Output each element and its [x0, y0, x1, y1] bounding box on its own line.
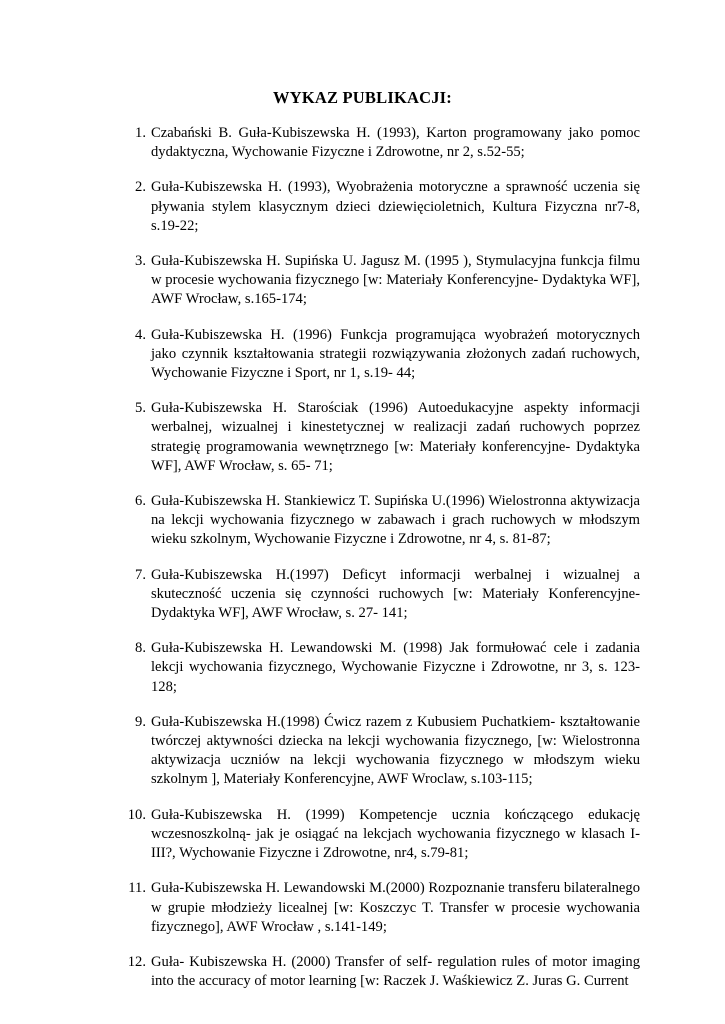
publication-number: 4.: [135, 326, 146, 343]
publication-item: [135, 326, 640, 384]
publication-item: [135, 399, 640, 476]
publication-number: 9.: [135, 713, 146, 730]
publication-number: 6.: [135, 493, 146, 510]
publication-number: 8.: [135, 640, 146, 657]
publication-text: Guła-Kubiszewska H. (1996) Funkcja programująca wyobrażeń motorycznych jako czynnik kształtowania strategii rozwiązywania złożonych zadań ruchowych, Wychowanie Fizyczne i Sport, nr 1, s.19- 44;: [151, 326, 640, 382]
publication-number: 5.: [135, 400, 146, 417]
publication-number: 2.: [135, 179, 146, 196]
publication-item: [135, 178, 640, 236]
publication-text: Guła-Kubiszewska H. Supińska U. Jagusz M. (1995 ), Stymulacyjna funkcja filmu w procesie wychowania fizycznego [w: Materiały Konferencyjne- Dydaktyka WF], AWF Wrocław, s.165-174;: [151, 253, 640, 308]
publication-item: [135, 492, 640, 550]
publication-text: Guła-Kubiszewska H. (1993), Wyobrażenia motoryczne a sprawność uczenia się pływania stylem klasycznym dzieci dziewięcioletnich, Kultura Fizyczna nr7-8, s.19-22;: [151, 179, 640, 234]
publication-text: Guła-Kubiszewska H. Lewandowski M. (1998) Jak formułować cele i zadania lekcji wychowania fizycznego, Wychowanie Fizyczne i Zdrowotne, nr 3, s. 123- 128;: [151, 640, 640, 695]
publication-text: Guła-Kubiszewska H.(1998) Ćwicz razem z Kubusiem Puchatkiem- kształtowanie twórczej aktywności dziecka na lekcji wychowania fizycznego, [w: Wielostronna aktywizacja uczniów na lekcji wychowania fizycznego w młodszym wieku szkolnym ], Materiały Konferencyjne, AWF Wroclaw, s.103-115;: [151, 713, 640, 788]
publication-item: [135, 252, 640, 310]
publication-item: [135, 566, 640, 624]
publication-item: [127, 953, 640, 991]
publication-number: 1.: [135, 125, 146, 141]
publication-number: 11.: [128, 880, 146, 897]
publication-item: [135, 713, 640, 790]
publication-text: Guła-Kubiszewska H. Lewandowski M.(2000) Rozpoznanie transferu bilateralnego w grupie młodzieży licealnej [w: Koszczyc T. Transfer w procesie wychowania fizycznego], AWF Wrocław , s.141-149;: [151, 880, 640, 935]
publication-text: Guła-Kubiszewska H. Stankiewicz T. Supińska U.(1996) Wielostronna aktywizacja na lekcji wychowania fizycznego w zabawach i grach ruchowych w młodszym wieku szkolnym, Wychowanie Fizyczne i Zdrowotne, nr 4, s. 81-87;: [151, 493, 640, 548]
publication-number: 7.: [135, 566, 146, 583]
publication-item: [135, 124, 640, 162]
document-title: WYKAZ PUBLIKACJI:: [273, 88, 452, 107]
publication-item: [135, 639, 640, 697]
publication-number: 3.: [135, 253, 146, 270]
publication-number: 10.: [127, 806, 146, 823]
publication-text: Guła-Kubiszewska H.(1997) Deficyt informacji werbalnej i wizualnej a skuteczność uczenia się czynności ruchowych [w: Materiały Konferencyjne- Dydaktyka WF], AWF Wrocław, s. 27- 141;: [151, 566, 640, 622]
publication-item: [127, 806, 640, 864]
publication-text: Guła-Kubiszewska H. Starościak (1996) Autoedukacyjne aspekty informacji werbalnej, wizualnej i kinestetycznej w realizacji zadań ruchowych poprzez strategię programowania wewnętrznego [w: Materiały konferencyjne- Dydaktyka WF], AWF Wrocław, s. 65- 71;: [151, 400, 640, 474]
publication-list: [127, 124, 640, 1007]
publication-text: Guła-Kubiszewska H. (1999) Kompetencje ucznia kończącego edukację wczesnoszkolną- jak je osiągać na lekcjach wychowania fizycznego w klasach I-III?, Wychowanie Fizyczne i Zdrowotne, nr4, s.79-81;: [151, 806, 640, 862]
publication-text: Guła- Kubiszewska H. (2000) Transfer of self- regulation rules of motor imaging into the accuracy of motor learning [w: Raczek J. Waśkiewicz Z. Juras G. Current: [151, 953, 640, 990]
publication-number: 12.: [127, 953, 146, 970]
publication-item: [128, 879, 640, 937]
publication-text: Czabański B. Guła-Kubiszewska H. (1993), Karton programowany jako pomoc dydaktyczna, Wychowanie Fizyczne i Zdrowotne, nr 2, s.52-55;: [151, 125, 640, 161]
